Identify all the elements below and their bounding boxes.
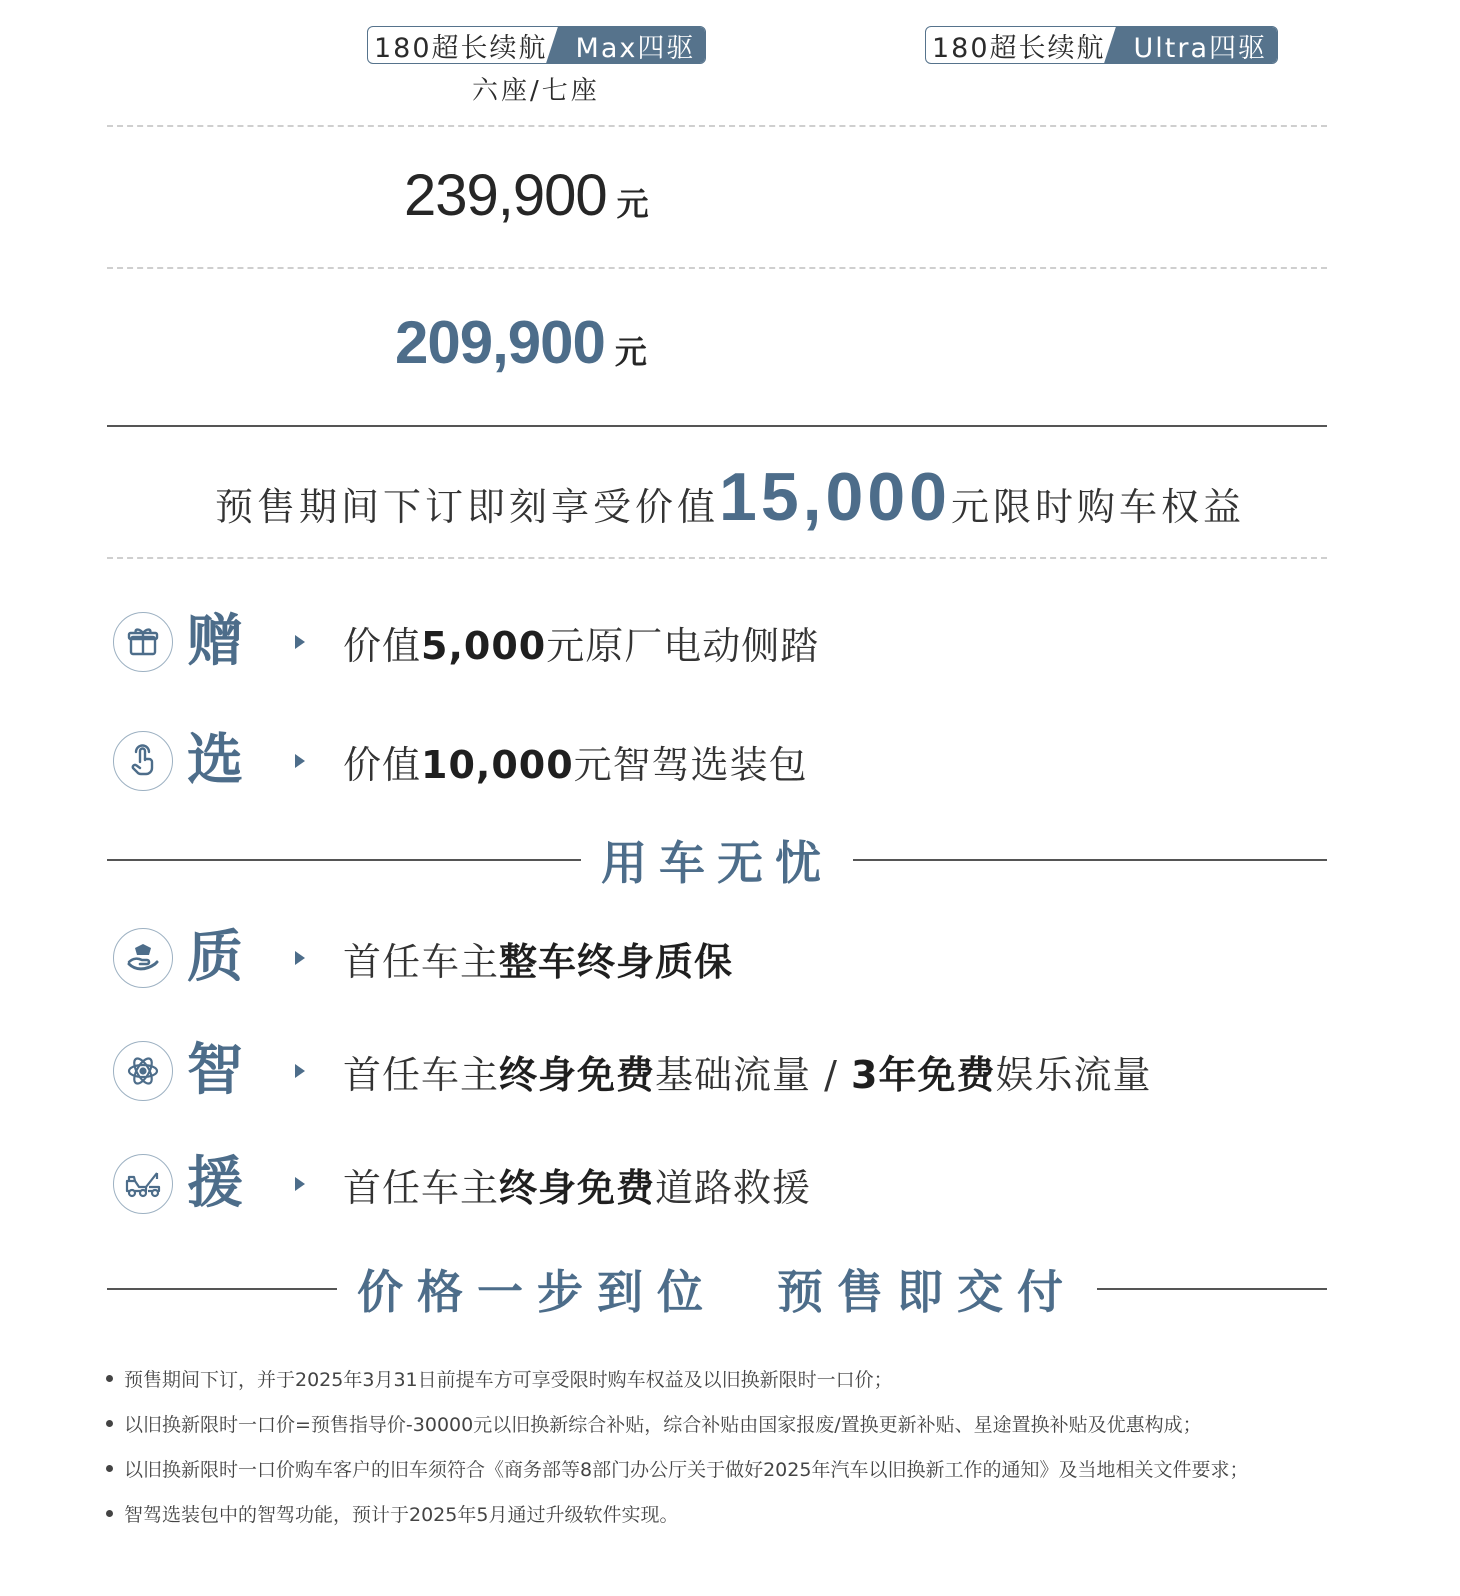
benefit-gift <box>113 610 819 674</box>
benefit-char: 赠 <box>187 609 243 674</box>
benefit-text: 价值5,000元原厂电动侧踏 <box>343 623 820 668</box>
headline-suffix: 元限时购车权益 <box>950 485 1245 529</box>
price-unit: 元 <box>616 185 649 223</box>
footnote-text: 智驾选装包中的智驾功能，预计于2025年5月通过升级软件实现。 <box>124 1504 679 1526</box>
divider-solid <box>107 425 1327 427</box>
arrow-right-icon <box>295 951 305 965</box>
footnote <box>106 1446 1346 1491</box>
section-slogan <box>107 1260 1327 1318</box>
section-line <box>853 859 1327 861</box>
trade-in-price-value: 209,900 <box>395 309 605 376</box>
footnote-text: 预售期间下订，并于2025年3月31日前提车方可享受限时购车权益及以旧换新限时一口价； <box>124 1369 893 1391</box>
benefit-text: 价值10,000元智驾选装包 <box>343 742 808 787</box>
guide-price-value: 239,900 <box>404 163 607 228</box>
bullet-dot <box>106 1465 113 1472</box>
benefit-char: 选 <box>187 728 243 793</box>
variant-name: 180超长续航 <box>932 32 1106 64</box>
variant-tag-max <box>367 26 706 64</box>
tow-truck-icon <box>113 1154 173 1214</box>
trade-in-price <box>395 308 647 377</box>
benefit-char: 质 <box>187 925 243 990</box>
variant-name: 180超长续航 <box>374 32 548 64</box>
seat-config: 六座/七座 <box>472 76 600 106</box>
arrow-right-icon <box>295 635 305 649</box>
divider-dashed <box>107 267 1327 269</box>
section-worry-free <box>107 832 1327 888</box>
headline-prefix: 预售期间下订即刻享受价值 <box>214 485 719 529</box>
headline-amount: 15,000 <box>719 459 951 535</box>
benefit-option-pack <box>113 729 808 793</box>
section-title: 用车无忧 <box>601 836 833 890</box>
benefit-text: 首任车主整车终身质保 <box>343 939 734 984</box>
price-unit: 元 <box>614 333 647 371</box>
divider-dashed <box>107 125 1327 127</box>
footnote <box>106 1401 1346 1446</box>
variant-tag-ultra <box>925 26 1278 64</box>
footnote-text: 以旧换新限时一口价购车客户的旧车须符合《商务部等8部门办公厅关于做好2025年汽车以旧换新工作的通知》及当地相关文件要求； <box>124 1459 1249 1481</box>
footnote <box>106 1491 1346 1536</box>
atom-icon <box>113 1041 173 1101</box>
guide-price <box>404 162 649 229</box>
arrow-right-icon <box>295 754 305 768</box>
hand-shield-icon <box>113 928 173 988</box>
benefit-roadside-assist <box>113 1152 811 1216</box>
presale-headline <box>0 458 1460 536</box>
variant-trim: Ultra四驱 <box>1124 27 1278 63</box>
bullet-dot <box>106 1420 113 1427</box>
section-title: 价格一步到位 预售即交付 <box>356 1265 1078 1319</box>
section-line <box>107 859 581 861</box>
footnote <box>106 1356 1346 1401</box>
benefit-text: 首任车主终身免费基础流量 / 3年免费娱乐流量 <box>343 1052 1152 1097</box>
benefit-text: 首任车主终身免费道路救援 <box>343 1165 812 1210</box>
divider-dashed <box>107 557 1327 559</box>
section-line <box>1097 1288 1327 1290</box>
bullet-dot <box>106 1375 113 1382</box>
gift-icon <box>113 612 173 672</box>
touch-hand-icon <box>113 731 173 791</box>
variant-trim: Max四驱 <box>566 27 706 63</box>
benefit-data-traffic <box>113 1039 1151 1103</box>
bullet-dot <box>106 1510 113 1517</box>
arrow-right-icon <box>295 1177 305 1191</box>
arrow-right-icon <box>295 1064 305 1078</box>
section-line <box>107 1288 337 1290</box>
footnotes <box>106 1356 1346 1536</box>
benefit-warranty <box>113 926 733 990</box>
benefit-char: 援 <box>187 1151 243 1216</box>
footnote-text: 以旧换新限时一口价=预售指导价-30000元以旧换新综合补贴，综合补贴由国家报废/置换更新补贴、星途置换补贴及优惠构成； <box>124 1414 1202 1436</box>
benefit-char: 智 <box>187 1038 243 1103</box>
